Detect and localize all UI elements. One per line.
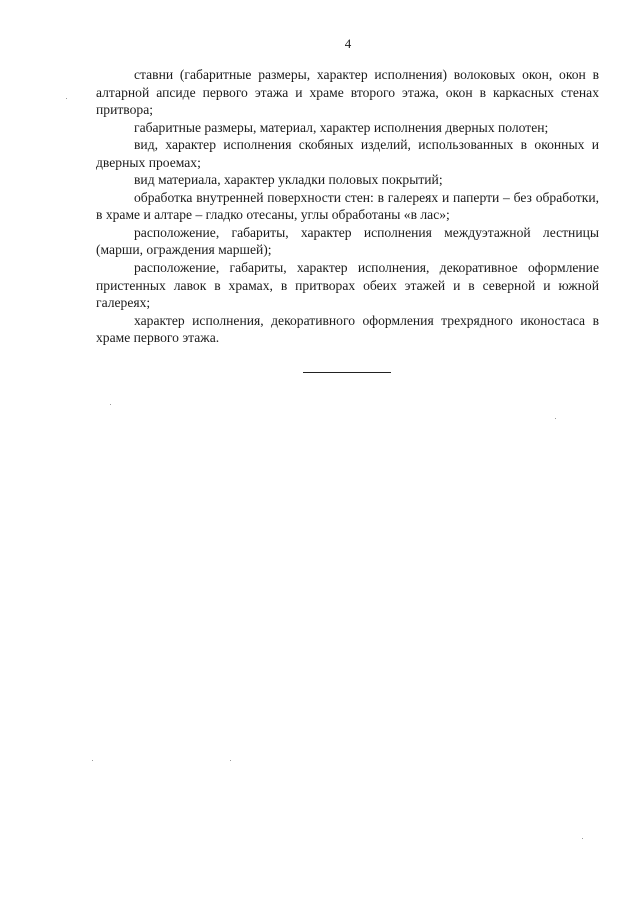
paragraph-benches: расположение, габариты, характер исполнения, декоративное оформление пристенных лавок в храмах, в притворах обеих этажей и в северной и южной галереях; [96,260,599,311]
paragraph-shutters: ставни (габаритные размеры, характер исполнения) волоковых окон, окон в алтарной апсиде первого этажа и храме второго этажа, окон в каркасных стенах притвора; [96,67,599,118]
paragraph-staircase: расположение, габариты, характер исполнения междуэтажной лестницы (марши, ограждения маршей); [96,224,599,258]
paragraph-door-panels: габаритные размеры, материал, характер исполнения дверных полотен; [134,119,549,135]
scan-speck [110,404,111,405]
scan-speck [230,760,231,761]
end-separator-line [303,372,391,373]
scan-speck [92,760,93,761]
document-body [96,66,599,347]
paragraph-floor-coverings: вид материала, характер укладки половых покрытий; [134,172,443,188]
paragraph-hardware: вид, характер исполнения скобяных изделий, использованных в оконных и дверных проемах; [96,137,599,170]
scan-speck [555,418,556,419]
scan-speck [582,838,583,839]
paragraph-wall-treatment: обработка внутренней поверхности стен: в галереях и паперти – без обработки, в храме и алтаре – гладко отесаны, углы обработаны «в лас»; [96,189,599,223]
paragraph-iconostasis: характер исполнения, декоративного оформления трехрядного иконостаса в храме первого этажа. [96,312,599,346]
scan-speck [66,98,67,99]
page-number: 4 [344,36,352,51]
